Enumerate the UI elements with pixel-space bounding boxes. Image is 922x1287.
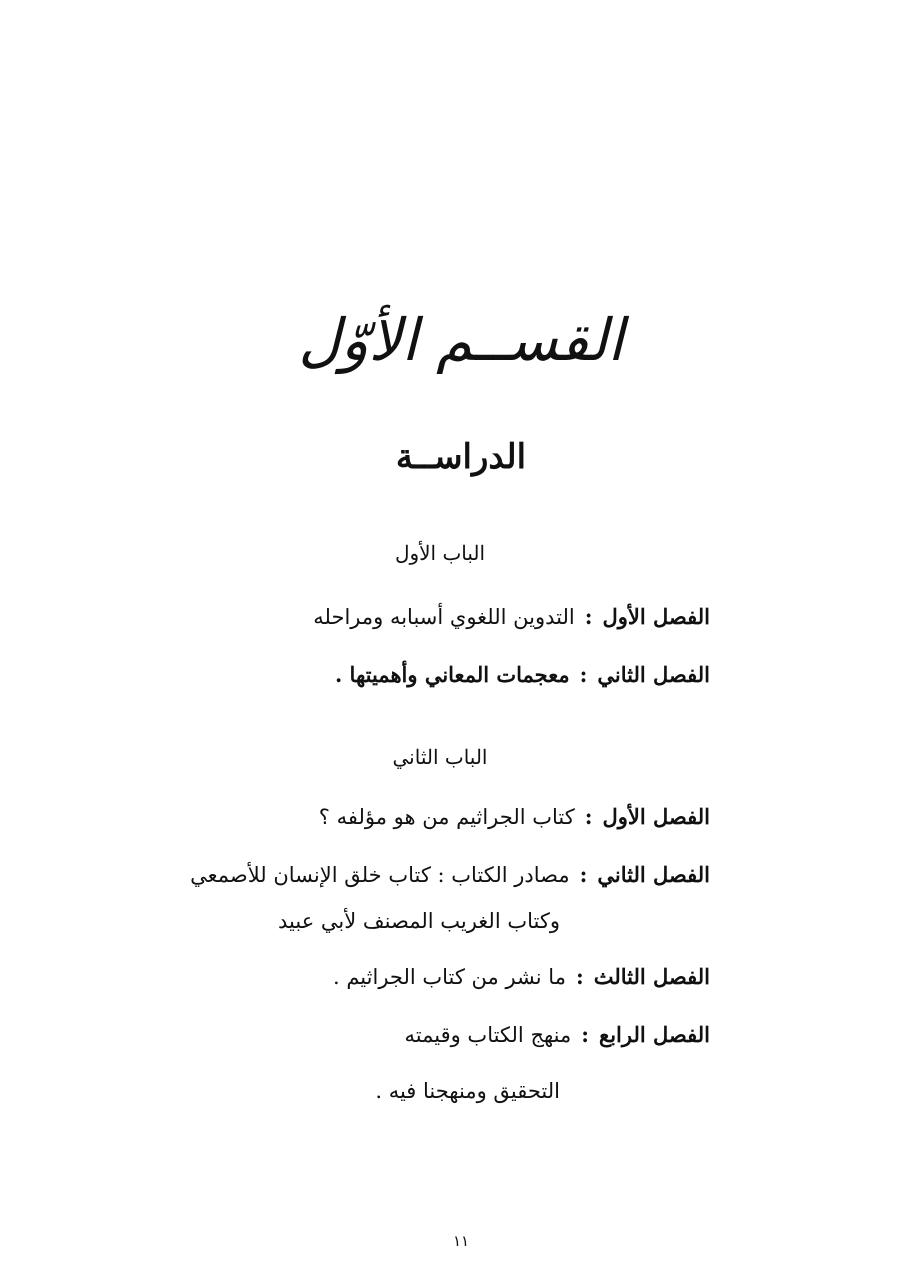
chapter-label: الفصل الأول [602, 804, 710, 829]
bab-2-chapter-2 [190, 858, 710, 892]
chapter-title: ما نشر من كتاب الجراثيم . [332, 965, 566, 989]
bab-2-heading: الباب الثاني [392, 745, 488, 769]
bab-2-chapter-3 [333, 960, 710, 994]
chapter-separator: : [579, 862, 588, 887]
part-title: القســم الأوّل [298, 306, 624, 374]
bab-1-chapter-2 [335, 658, 710, 692]
page-number: ١١ [452, 1232, 470, 1250]
chapter-label: الفصل الرابع [599, 1022, 710, 1047]
closing-line: التحقيق ومنهجنا فيه . [375, 1079, 560, 1103]
chapter-title: منهج الكتاب وقيمته [404, 1023, 572, 1047]
chapter-label: الفصل الثاني [597, 662, 710, 687]
bab-1-heading: الباب الأول [394, 541, 486, 565]
chapter-separator: : [584, 604, 593, 629]
chapter-label: الفصل الثالث [593, 964, 710, 989]
bab-1-chapter-1 [313, 600, 710, 634]
chapter-separator: : [579, 662, 588, 687]
study-title: الدراســة [395, 437, 527, 477]
chapter-title: معجمات المعاني وأهميتها . [334, 662, 570, 687]
chapter-title: مصادر الكتاب : كتاب خلق الإنسان للأصمعي [190, 863, 570, 887]
chapter-title: كتاب الجراثيم من هو مؤلفه ؟ [318, 805, 575, 829]
chapter-title: التدوين اللغوي أسبابه ومراحله [313, 605, 575, 629]
bab-2-chapter-1 [319, 800, 710, 834]
bab-2-chapter-2-continuation: وكتاب الغريب المصنف لأبي عبيد [278, 909, 560, 933]
chapter-separator: : [575, 964, 584, 989]
chapter-label: الفصل الأول [602, 604, 710, 629]
bab-2-chapter-4 [405, 1018, 711, 1052]
chapter-separator: : [584, 804, 593, 829]
chapter-label: الفصل الثاني [597, 862, 710, 887]
chapter-separator: : [581, 1022, 590, 1047]
